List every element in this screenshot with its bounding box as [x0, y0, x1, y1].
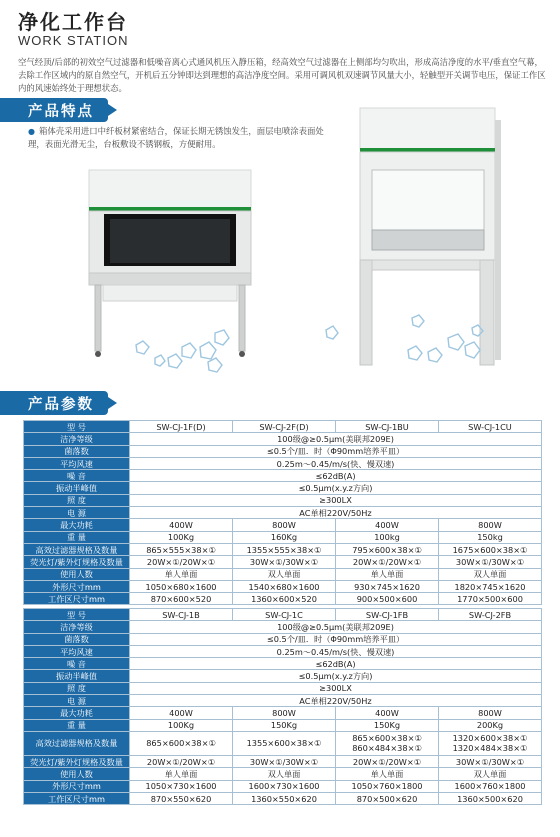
table-row	[24, 556, 542, 568]
row-label: 荧光灯/紫外灯规格及数量	[24, 556, 130, 568]
row-value: AC单相220V/50Hz	[130, 507, 542, 519]
table-row	[24, 445, 542, 457]
cell: 单人单面	[336, 568, 439, 580]
row-label: 洁净等级	[24, 433, 130, 445]
table-row	[24, 707, 542, 719]
row-value: AC单相220V/50Hz	[130, 695, 542, 707]
row-label: 型 号	[24, 609, 130, 621]
cell: 150kg	[439, 531, 542, 543]
table-row	[24, 507, 542, 519]
table-row	[24, 482, 542, 494]
cell: 150Kg	[336, 719, 439, 731]
cell: 795×600×38×①	[336, 543, 439, 555]
cell: 1820×745×1620	[439, 580, 542, 592]
cell: 200Kg	[439, 719, 542, 731]
table-row	[24, 633, 542, 645]
cell-line: 1320×484×38×①	[452, 743, 528, 754]
feature-text: 箱体壳采用进口中纤板材紧密结合，保证长期无锈蚀发生，面层电喷涂表面处理，表面光滑无尘，台板敷设不锈钢板，方便耐用。	[28, 126, 324, 149]
cell: 400W	[336, 519, 439, 531]
row-label: 高效过滤器规格及数量	[24, 543, 130, 555]
cell: 865×555×38×①	[130, 543, 233, 555]
table-row	[24, 719, 542, 731]
cell: 400W	[130, 707, 233, 719]
cell: 单人单面	[130, 568, 233, 580]
row-label: 电 源	[24, 507, 130, 519]
cell: 400W	[336, 707, 439, 719]
cell-line: 865×600×38×①	[352, 733, 422, 744]
cell	[439, 731, 542, 755]
row-label: 工作区尺寸mm	[24, 593, 130, 605]
cell: 1355×555×38×①	[233, 543, 336, 555]
cell: 1540×680×1600	[233, 580, 336, 592]
row-label: 照 度	[24, 682, 130, 694]
intro-paragraph: 空气经顶/后部的初效空气过滤器和低噪音离心式通风机压入静压箱，经高效空气过滤器在上侧部均匀吹出，形成高洁净度的水平/垂直空气幕，去除工作区域内的原自然空气，开机后五分钟即达到理想的高洁净度空间。采用可调风机双速调节风量大小，轻触型开关调节电压，保证工作区内的风速始终处于理想状态。	[18, 57, 546, 93]
row-value: 100级@≥0.5μm(美联邦209E)	[130, 433, 542, 445]
bullet-icon: ●	[28, 127, 35, 136]
cell: 双人单面	[439, 568, 542, 580]
row-label: 菌落数	[24, 633, 130, 645]
workstation-image-1	[80, 165, 280, 380]
cell: 900×500×600	[336, 593, 439, 605]
row-label: 外形尺寸mm	[24, 580, 130, 592]
table-row	[24, 792, 542, 804]
workstation-image-2	[320, 100, 540, 380]
cell: 1050×680×1600	[130, 580, 233, 592]
cell: 30W×①/30W×①	[233, 556, 336, 568]
features-title: 产品特点	[28, 103, 94, 120]
row-value: ≤0.5个/皿．时（Φ90mm培养平皿）	[130, 633, 542, 645]
cell: 100kg	[336, 531, 439, 543]
cell: 400W	[130, 519, 233, 531]
cell: 865×600×38×①	[130, 731, 233, 755]
cell: 20W×①/20W×①	[336, 556, 439, 568]
cell: 160Kg	[233, 531, 336, 543]
cell: 单人单面	[130, 768, 233, 780]
cell: 1360×600×520	[233, 593, 336, 605]
row-label: 噪 音	[24, 470, 130, 482]
table-row	[24, 731, 542, 755]
model-cell: SW-CJ-1BU	[336, 421, 439, 433]
table-row	[24, 768, 542, 780]
row-label: 外形尺寸mm	[24, 780, 130, 792]
table-row	[24, 470, 542, 482]
model-cell: SW-CJ-2FB	[439, 609, 542, 621]
table-row	[24, 695, 542, 707]
model-cell: SW-CJ-1B	[130, 609, 233, 621]
row-label: 平均风速	[24, 645, 130, 657]
page-subtitle: WORK STATION	[18, 33, 129, 48]
cell	[336, 731, 439, 755]
row-value: 0.25m～0.45/m/s(快、慢双速)	[130, 457, 542, 469]
table-row	[24, 609, 542, 621]
row-label: 电 源	[24, 695, 130, 707]
model-cell: SW-CJ-1CU	[439, 421, 542, 433]
cell: 870×500×620	[336, 792, 439, 804]
table-row	[24, 670, 542, 682]
table-row	[24, 543, 542, 555]
row-label: 重 量	[24, 719, 130, 731]
cell: 800W	[439, 519, 542, 531]
row-label: 噪 音	[24, 658, 130, 670]
table-row	[24, 621, 542, 633]
page-title: 净化工作台	[18, 10, 128, 34]
row-value: 100级@≥0.5μm(美联邦209E)	[130, 621, 542, 633]
cell: 30W×①/30W×①	[233, 755, 336, 767]
model-cell: SW-CJ-1FB	[336, 609, 439, 621]
row-label: 最大功耗	[24, 519, 130, 531]
cell: 930×745×1620	[336, 580, 439, 592]
spec-table-2	[23, 608, 542, 805]
cell: 1360×500×620	[439, 792, 542, 804]
cell: 双人单面	[233, 568, 336, 580]
features-banner	[0, 98, 108, 122]
feature-item	[28, 125, 338, 151]
row-label: 振动半峰值	[24, 482, 130, 494]
row-label: 平均风速	[24, 457, 130, 469]
cell: 870×600×520	[130, 593, 233, 605]
cell-line: 1320×600×38×①	[452, 733, 528, 744]
cell: 1050×760×1800	[336, 780, 439, 792]
spec-table-1	[23, 420, 542, 605]
table-row	[24, 593, 542, 605]
row-value: ≤0.5个/皿．时（Φ90mm培养平皿）	[130, 445, 542, 457]
cell: 20W×①/20W×①	[130, 755, 233, 767]
row-label: 高效过滤器规格及数量	[24, 731, 130, 755]
row-label: 振动半峰值	[24, 670, 130, 682]
row-value: ≤0.5μm(x.y.z方向)	[130, 670, 542, 682]
table-row	[24, 682, 542, 694]
cell: 20W×①/20W×①	[336, 755, 439, 767]
cell: 800W	[439, 707, 542, 719]
row-value: 0.25m～0.45/m/s(快、慢双速)	[130, 645, 542, 657]
table-row	[24, 580, 542, 592]
table-row	[24, 755, 542, 767]
table-row	[24, 457, 542, 469]
row-label: 照 度	[24, 494, 130, 506]
params-title: 产品参数	[28, 396, 94, 413]
table-row	[24, 645, 542, 657]
cell: 1050×730×1600	[130, 780, 233, 792]
row-label: 荧光灯/紫外灯规格及数量	[24, 755, 130, 767]
table-row	[24, 658, 542, 670]
cell: 100Kg	[130, 719, 233, 731]
table-row	[24, 519, 542, 531]
cell: 双人单面	[233, 768, 336, 780]
cell: 800W	[233, 707, 336, 719]
cell: 单人单面	[336, 768, 439, 780]
cell: 1600×760×1800	[439, 780, 542, 792]
model-cell: SW-CJ-2F(D)	[233, 421, 336, 433]
row-label: 菌落数	[24, 445, 130, 457]
row-value: ≤62dB(A)	[130, 658, 542, 670]
params-banner	[0, 391, 108, 415]
cell: 150Kg	[233, 719, 336, 731]
table-row	[24, 421, 542, 433]
row-value: ≤0.5μm(x.y.z方向)	[130, 482, 542, 494]
table-row	[24, 433, 542, 445]
table-row	[24, 568, 542, 580]
cell: 1770×500×600	[439, 593, 542, 605]
row-label: 使用人数	[24, 768, 130, 780]
cell: 1355×600×38×①	[233, 731, 336, 755]
row-value: ≤62dB(A)	[130, 470, 542, 482]
row-label: 使用人数	[24, 568, 130, 580]
cell-line: 860×484×38×①	[352, 743, 422, 754]
cell: 30W×①/30W×①	[439, 556, 542, 568]
cell: 1675×600×38×①	[439, 543, 542, 555]
row-label: 工作区尺寸mm	[24, 792, 130, 804]
row-label: 最大功耗	[24, 707, 130, 719]
model-cell: SW-CJ-1F(D)	[130, 421, 233, 433]
model-cell: SW-CJ-1C	[233, 609, 336, 621]
table-row	[24, 780, 542, 792]
cell: 1360×550×620	[233, 792, 336, 804]
cell: 870×550×620	[130, 792, 233, 804]
cell: 双人单面	[439, 768, 542, 780]
cell: 100Kg	[130, 531, 233, 543]
row-value: ≥300LX	[130, 682, 542, 694]
row-label: 型 号	[24, 421, 130, 433]
cell: 20W×①/20W×①	[130, 556, 233, 568]
cell: 800W	[233, 519, 336, 531]
table-row	[24, 531, 542, 543]
table-row	[24, 494, 542, 506]
cell: 1600×730×1600	[233, 780, 336, 792]
row-label: 重 量	[24, 531, 130, 543]
row-label: 洁净等级	[24, 621, 130, 633]
row-value: ≥300LX	[130, 494, 542, 506]
cell: 30W×①/30W×①	[439, 755, 542, 767]
